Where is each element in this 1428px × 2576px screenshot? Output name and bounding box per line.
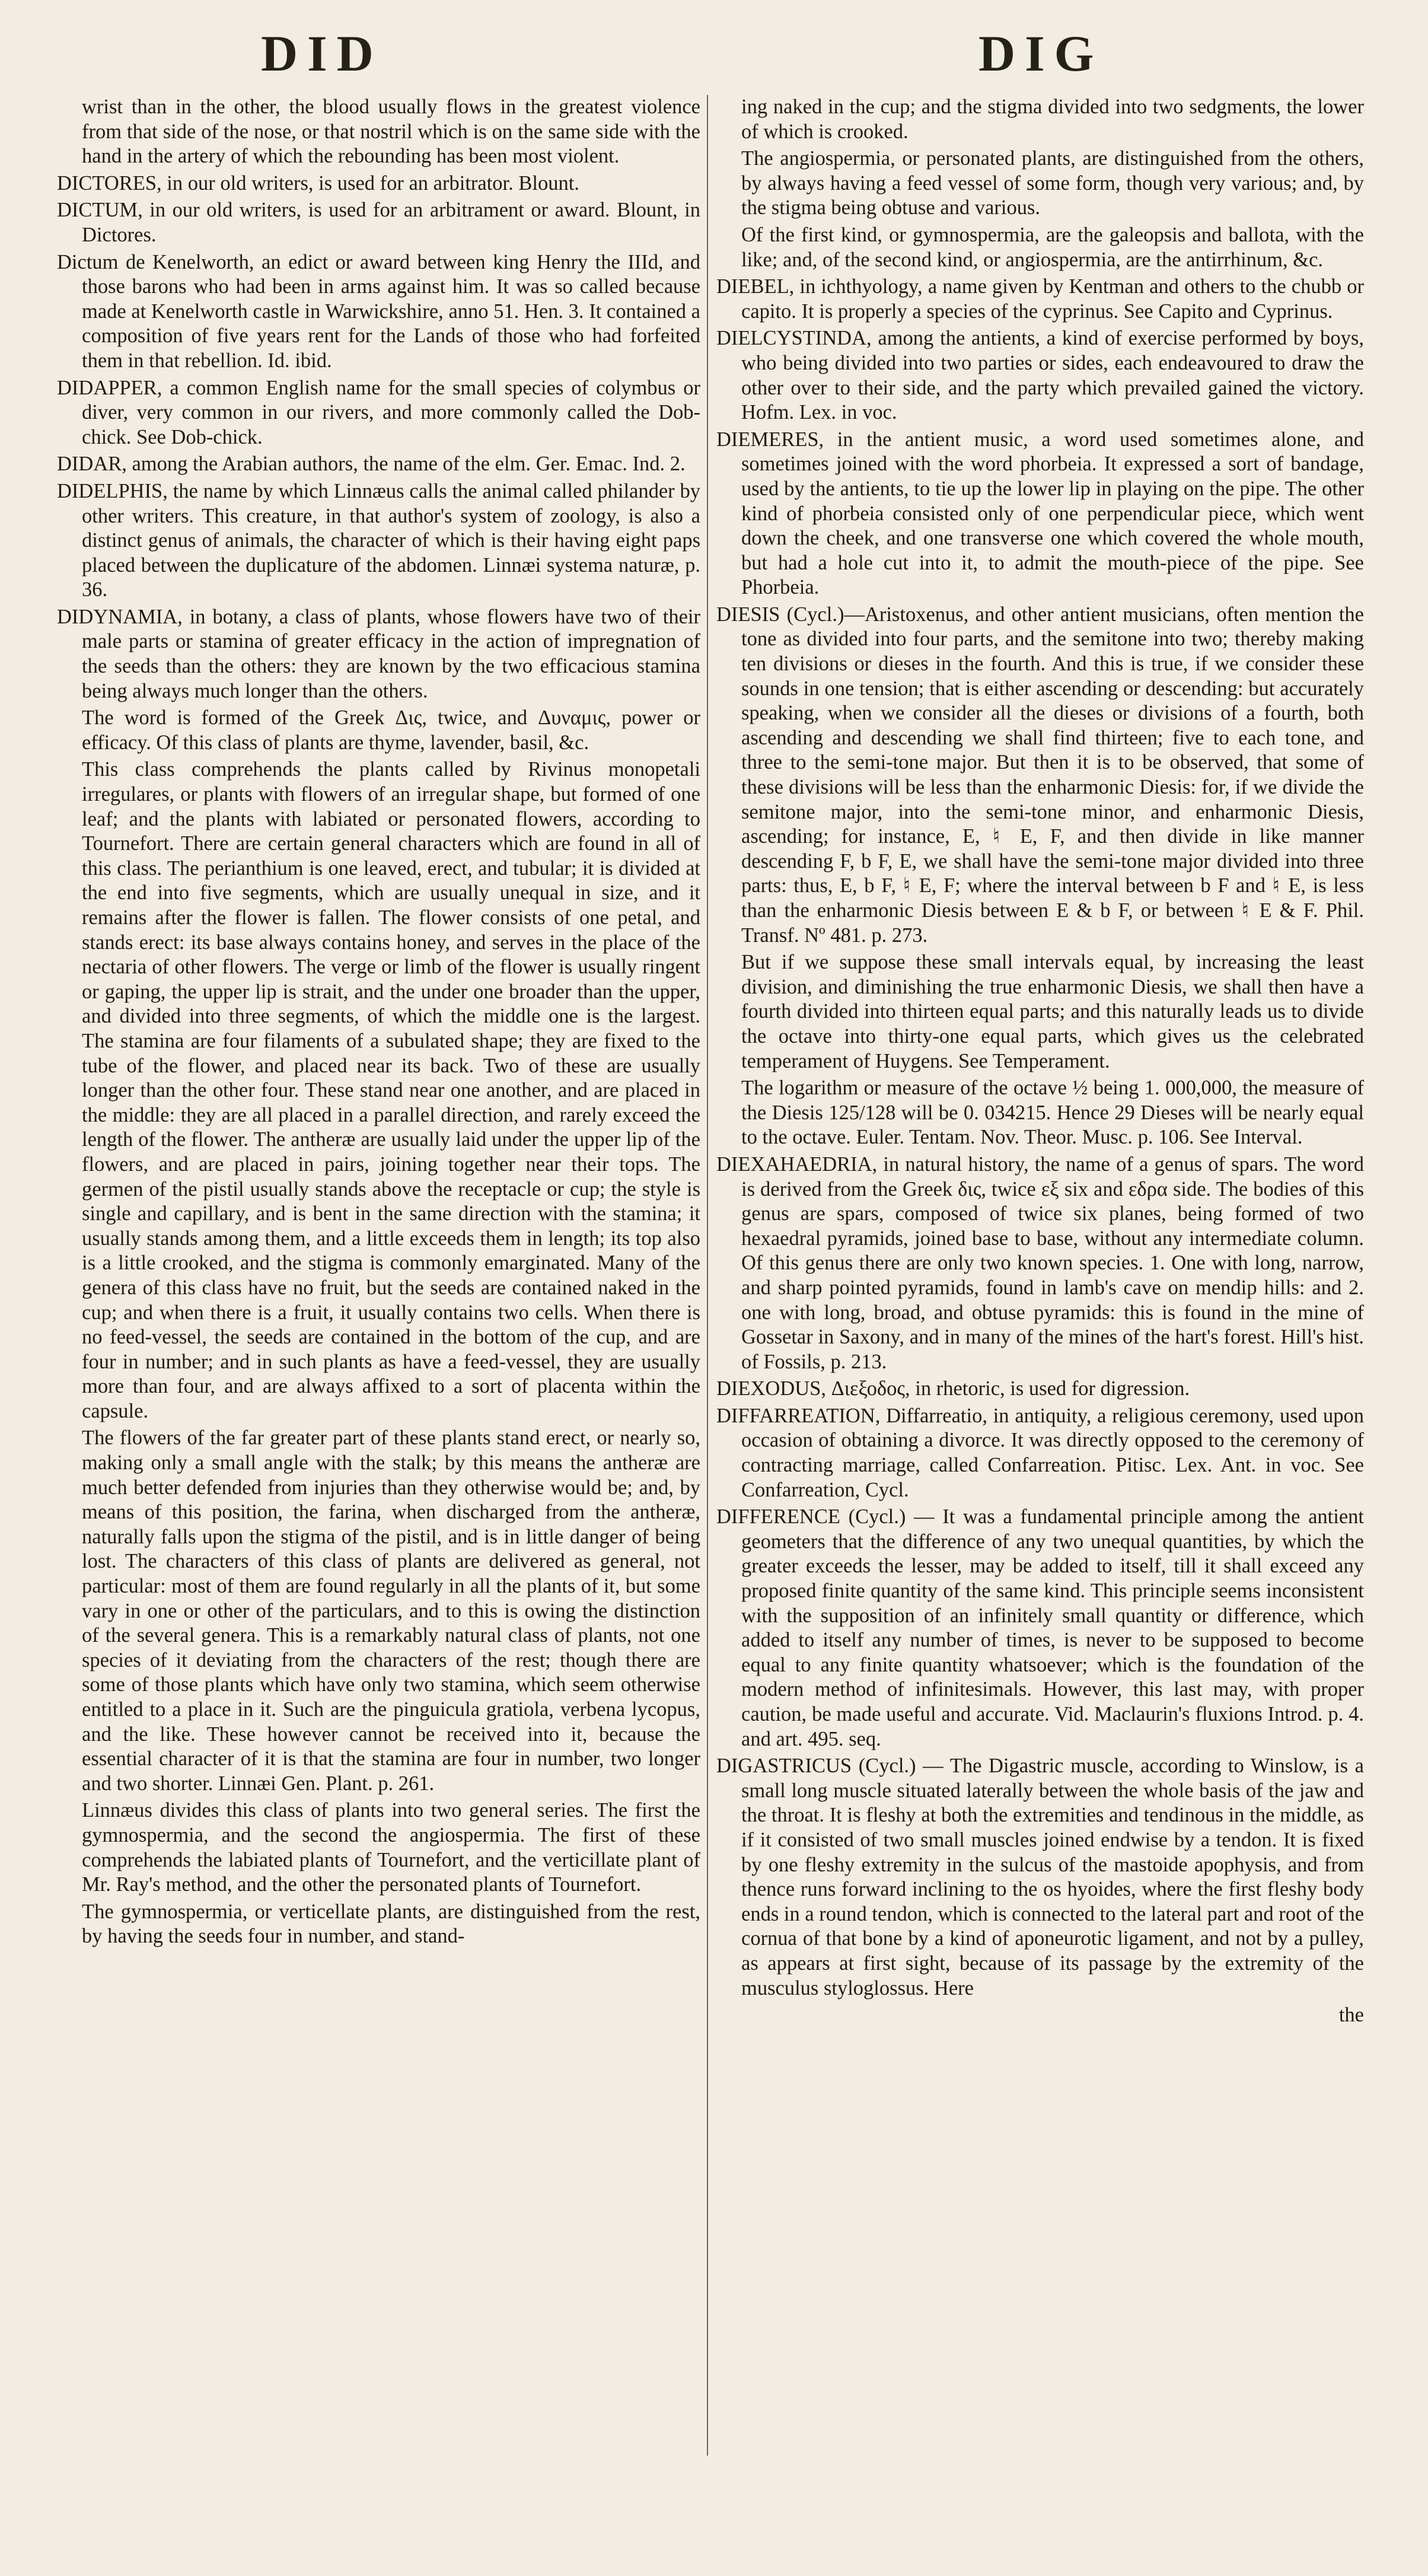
dictionary-entry: DIDYNAMIA, in botany, a class of plants, whose flowers have two of their male parts or stamina of greater efficacy in the action of impregnation of the seeds than the others: they are known by the two efficacious stamina being always much longer than the others. [57, 605, 700, 702]
running-head-left: DID [261, 25, 383, 82]
dictionary-entry: DIEXAHAEDRIA, in natural history, the name of a genus of spars. The word is derived from the Greek δις, twice εξ six and εδρα side. The bodies of this genus are spars, composed of twice six planes, being formed of two hexaedral pyramids, joined base to base, without any intermediate column. Of this genus there are only two known species. 1. One with long, narrow, and sharp pointed pyramids, found in lamb's cave on mendip hills: and 2. one with long, broad, and obtuse pyramids: this is found in the mine of Gossetar in Saxony, and in many of the mines of the hart's forest. Hill's hist. of Fossils, p. 213. [716, 1152, 1364, 1373]
dictionary-entry: DIEXODUS, Διεξοδος, in rhetoric, is used for digression. [716, 1377, 1190, 1400]
left-column [57, 95, 700, 1951]
right-column [716, 95, 1364, 2028]
dictionary-entry: DIESIS (Cycl.)—Aristoxenus, and other antient musicians, often mention the tone as divided into four parts, and the semitone into two; thereby making ten divisions or dieses in the fourth. And this is true, if we consider these sounds in one tension; that is either ascending or descending: but accurately speaking, when we consider all the dieses or divisions of a fourth, both ascending and descending we shall find thirteen; five to each tone, and three to the semi-tone major. But then it is to be observed, that some of these divisions will be less than the enharmonic Diesis: for, if we divide the semitone major, into the semi-tone minor, and enharmonic Diesis, ascending; for instance, E, ♮ E, F, and then divide in like manner descending F, b F, E, we shall have the semi-tone major divided into three parts: thus, E, b F, ♮ E, F; where the interval between b F and ♮ E, is less than the enharmonic Diesis between E & b F, or between ♮ E & F. Phil. Transf. Nº 481. p. 273. [716, 603, 1364, 947]
dictionary-entry: DIEMERES, in the antient music, a word used sometimes alone, and sometimes joined with the word phorbeia. It expressed a sort of bandage, used by the antients, to tie up the lower lip in playing on the pipe. The other kind of phorbeia consisted only of one perpendicular piece, which went down the cheek, and one transverse one which covered the whole mouth, but had a hole cut into it, to admit the mouth-piece of the pipe. See Phorbeia. [716, 428, 1364, 599]
column-divider [707, 95, 708, 2456]
dictionary-entry: DIEBEL, in ichthyology, a name given by Kentman and others to the chubb or capito. It is properly a species of the cyprinus. See Capito and Cyprinus. [716, 275, 1364, 323]
paragraph: ing naked in the cup; and the stigma divided into two sedgments, the lower of which is crooked. [741, 95, 1364, 143]
running-head-right: DIG [978, 25, 1104, 82]
dictionary-entry: DICTUM, in our old writers, is used for an arbitrament or award. Blount, in Dictores. [57, 199, 700, 246]
dictionary-entry: DIELCYSTINDA, among the antients, a kind of exercise performed by boys, who being divided into two parties or sides, each endeavoured to draw the other over to their side, and the party which prevailed gained the victory. Hofm. Lex. in voc. [716, 327, 1364, 424]
paragraph: The logarithm or measure of the octave ½ being 1. 000,000, the measure of the Diesis 125/128 will be 0. 034215. Hence 29 Dieses will be nearly equal to the octave. Euler. Tentam. Nov. Theor. Musc. p. 106. See Interval. [741, 1077, 1364, 1149]
dictionary-entry: DIDAPPER, a common English name for the small species of colymbus or diver, very common in our rivers, and more commonly called the Dob-chick. See Dob-chick. [57, 376, 700, 448]
paragraph: wrist than in the other, the blood usually flows in the greatest violence from that side of the nose, or that nostril which is on the same side with the hand in the artery of which the rebounding has been most violent. [82, 95, 700, 168]
catchword: the [1338, 2004, 1364, 2027]
dictionary-entry: Dictum de Kenelworth, an edict or award between king Henry the IIId, and those barons who had been in arms against him. It was so called because made at Kenelworth castle in Warwickshire, anno 51. Hen. 3. It contained a composition of five years rent for the Lands of those who had forfeited them in that rebellion. Id. ibid. [57, 250, 700, 372]
dictionary-entry: DIDAR, among the Arabian authors, the name of the elm. Ger. Emac. Ind. 2. [57, 453, 686, 476]
paragraph: The gymnospermia, or verticellate plants, are distinguished from the rest, by having the seeds four in number, and stand- [82, 1900, 700, 1948]
dictionary-entry: DIDELPHIS, the name by which Linnæus calls the animal called philander by other writers. This creature, in that author's system of zoology, is also a distinct genus of animals, the character of which is their having eight paps placed between the duplicature of the abdomen. Linnæi systema naturæ, p. 36. [57, 479, 700, 601]
paragraph: The word is formed of the Greek Δις, twice, and Δυναμις, power or efficacy. Of this class of plants are thyme, lavender, basil, &c. [82, 706, 700, 754]
paragraph: Of the first kind, or gymnospermia, are the galeopsis and ballota, with the like; and, of the second kind, or angiospermia, are the antirrhinum, &c. [741, 223, 1364, 271]
paragraph: This class comprehends the plants called by Rivinus monopetali irregulares, or plants with flowers of an irregular shape, but formed of one leaf; and the plants with labiated or personated flowers, according to Tournefort. There are certain general characters which are found in all of this class. The perianthium is one leaved, erect, and tubular; it is divided at the end into five segments, which are usually unequal in size, and it remains after the flower is fallen. The flower consists of one petal, and stands erect: its base always contains honey, and serves in the place of the nectaria of other flowers. The verge or limb of the flower is usually ringent or gaping, the upper lip is strait, and the under one broader than the upper, and divided into three segments, of which the middle one is the largest. The stamina are four filaments of a subulated shape; they are fixed to the tube of the flower, and placed near its back. Two of these are usually longer than the other four. These stand near one another, and are placed in the middle: they are all placed in a parallel direction, and rarely exceed the length of the flower. The antheræ are usually laid under the upper lip of the flowers, and are placed in pairs, joining together near their tops. The germen of the pistil usually stands above the receptacle or cup; the style is single and capillary, and is bent in the same direction with the stamina; it usually stands among them, and a little exceeds them in length; its top also is a little crooked, and the stigma is commonly emarginated. Many of the genera of this class have no fruit, but the seeds are contained naked in the cup; and when there is a fruit, it usually contains two cells. When there is no feed-vessel, the seeds are contained in the bottom of the cup, and are four in number; and in such plants as have a feed-vessel, they are usually more than four, and are always affixed to a sort of placenta within the capsule. [82, 758, 700, 1422]
paragraph: Linnæus divides this class of plants into two general series. The first the gymnospermia, and the second the angiospermia. The first of these comprehends the labiated plants of Tournefort, and the verticillate plant of Mr. Ray's method, and the other the personated plants of Tournefort. [82, 1799, 700, 1896]
paragraph: The flowers of the far greater part of these plants stand erect, or nearly so, making only a small angle with the stalk; by this means the antheræ are much better defended from injuries than they otherwise would be; and, by means of this position, the farina, when discharged from the antheræ, naturally falls upon the stigma of the pistil, and is in little danger of being lost. The characters of this class of plants are delivered as general, not particular: most of them are found regularly in all the plants of it, but some vary in one or other of the particulars, and to this is owing the distinction of the several genera. This is a remarkably natural class of plants, not one species of it deviating from the characters of the rest; though there are some of those plants which have only two stamina, which seem otherwise entitled to a place in it. Such are the pinguicula gratiola, verbena lycopus, and the like. These however cannot be received into it, because the essential character of it is that the stamina are four in number, two longer and two shorter. Linnæi Gen. Plant. p. 261. [82, 1426, 700, 1795]
paragraph: But if we suppose these small intervals equal, by increasing the least division, and diminishing the true enharmonic Diesis, we shall then have a fourth divided into thirteen equal parts; and this naturally leads us to divide the octave into thirty-one equal parts, which gives us the celebrated temperament of Huygens. See Temperament. [741, 951, 1364, 1072]
dictionary-entry: DIGASTRICUS (Cycl.) — The Digastric muscle, according to Winslow, is a small long muscle situated laterally between the whole basis of the jaw and the throat. It is fleshy at both the extremities and tendinous in the middle, as if it consisted of two small muscles joined endwise by a tendon. It is fixed by one fleshy extremity in the sulcus of the mastoide apophysis, and from thence runs forward inclining to the os hyoides, where the first fleshy body ends in a round tendon, which is connected to the lateral part and root of the cornua of that bone by a kind of aponeurotic ligament, and not by a pulley, as appears at first sight, because of its passage by the extremity of the musculus styloglossus. Here [716, 1755, 1365, 1999]
dictionary-entry: DIFFERENCE (Cycl.) — It was a fundamental principle among the antient geometers that the difference of any two unequal quantities, by which the greater exceeds the lesser, may be added to itself, till it shall exceed any proposed finite quantity of the same kind. This principle seems inconsistent with the supposition of an infinitely small quantity or difference, which added to itself any number of times, is never to be supposed to become equal to any finite quantity whatsoever; which is the foundation of the modern method of infinitesimals. However, this last may, with proper caution, be made useful and accurate. Vid. Maclaurin's fluxions Introd. p. 4. and art. 495. seq. [716, 1505, 1364, 1750]
paragraph: The angiospermia, or personated plants, are distinguished from the others, by always having a feed vessel of some form, though very various; and, by the stigma being obtuse and various. [741, 147, 1364, 219]
dictionary-entry: DICTORES, in our old writers, is used for an arbitrator. Blount. [57, 171, 579, 195]
dictionary-entry: DIFFARREATION, Diffarreatio, in antiquity, a religious ceremony, used upon occasion of obtaining a divorce. It was directly opposed to the ceremony of contracting marriage, called Confarreation. Pitisc. Lex. Ant. in voc. See Confarreation, Cycl. [716, 1404, 1364, 1501]
